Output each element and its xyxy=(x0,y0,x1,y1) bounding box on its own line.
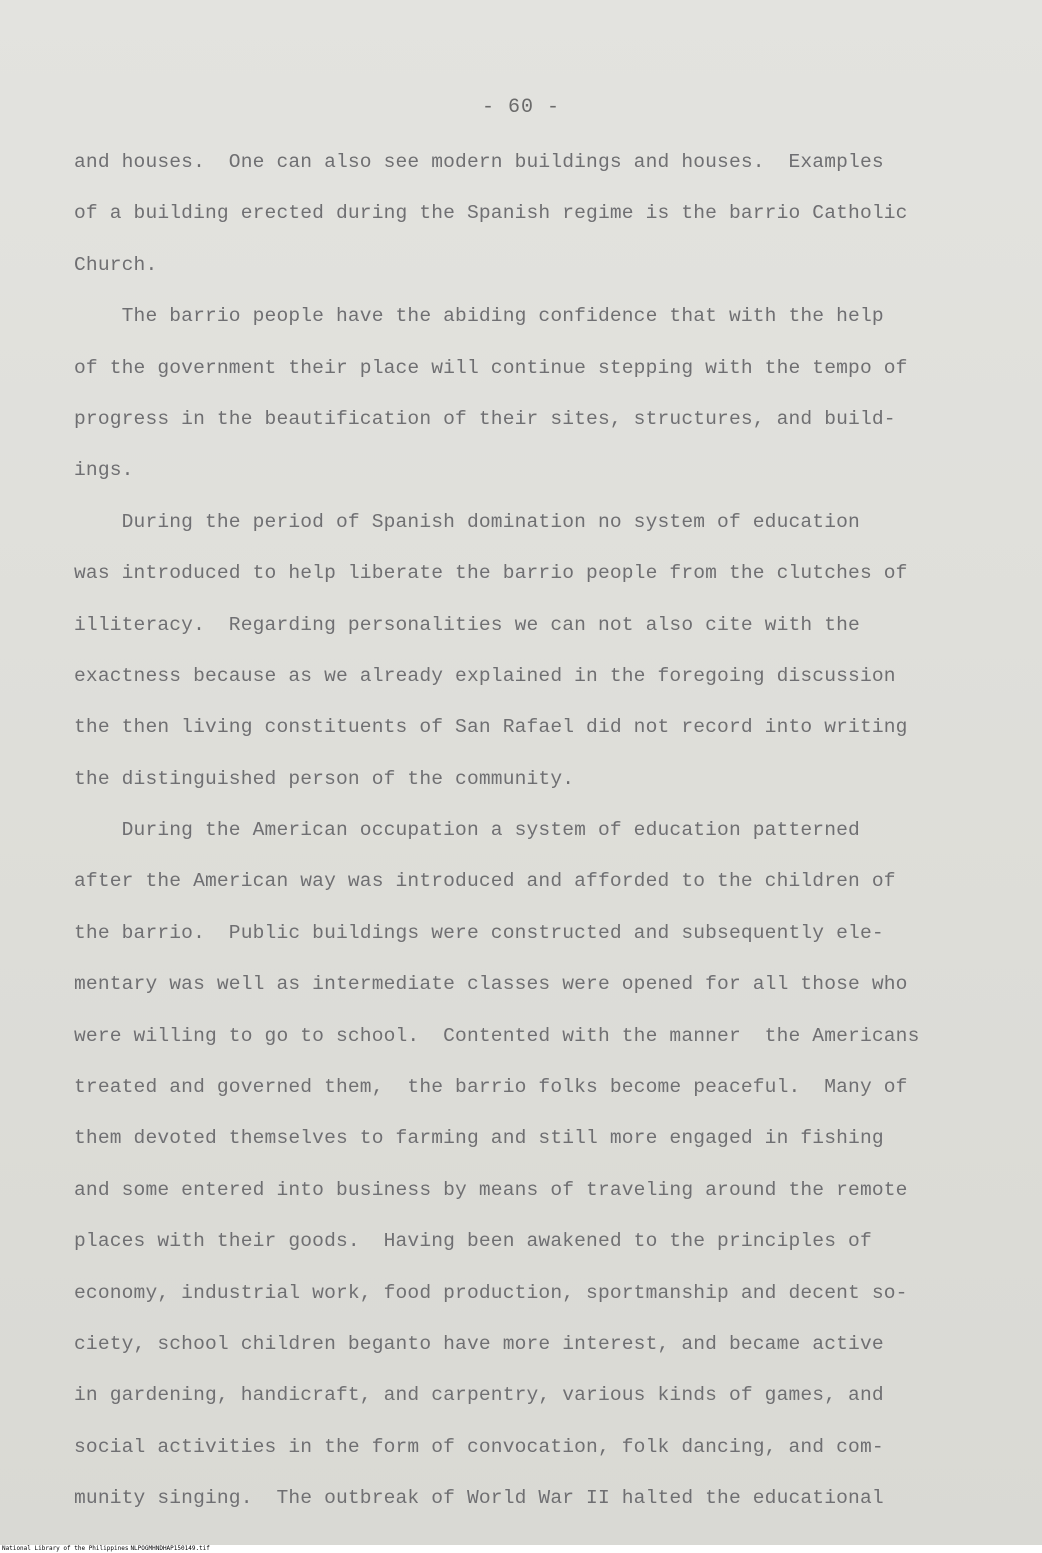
text-line: mentary was well as intermediate classes were opened for all those who xyxy=(74,973,908,996)
text-line: and some entered into business by means of traveling around the remote xyxy=(74,1178,908,1201)
text-line: economy, industrial work, food production, sportmanship and decent so- xyxy=(74,1281,908,1304)
text-line: was introduced to help liberate the barrio people from the clutches of xyxy=(74,562,908,585)
text-line: places with their goods. Having been awakened to the principles of xyxy=(74,1230,872,1253)
page-number: - 60 - xyxy=(481,96,560,119)
text-line: Church. xyxy=(74,253,158,276)
text-line: them devoted themselves to farming and still more engaged in fishing xyxy=(74,1127,884,1150)
text-line: social activities in the form of convocation, folk dancing, and com- xyxy=(74,1435,884,1458)
body-text xyxy=(74,146,974,1534)
text-line: the barrio. Public buildings were constructed and subsequently ele- xyxy=(74,921,884,944)
text-line: progress in the beautification of their sites, structures, and build- xyxy=(74,407,896,430)
text-line: after the American way was introduced and afforded to the children of xyxy=(74,870,896,893)
text-line: During the American occupation a system of education patterned xyxy=(74,819,860,842)
text-line: During the period of Spanish domination no system of education xyxy=(74,510,860,533)
text-line: in gardening, handicraft, and carpentry, various kinds of games, and xyxy=(74,1384,884,1407)
text-line: treated and governed them, the barrio folks become peaceful. Many of xyxy=(74,1076,908,1099)
text-line: illiteracy. Regarding personalities we can not also cite with the xyxy=(74,613,860,636)
text-line: were willing to go to school. Contented with the manner the Americans xyxy=(74,1024,920,1047)
text-line: of the government their place will continue stepping with the tempo of xyxy=(74,356,908,379)
text-line: ings. xyxy=(74,459,134,482)
text-line: munity singing. The outbreak of World War II halted the educational xyxy=(74,1487,884,1510)
text-line: exactness because as we already explained in the foregoing discussion xyxy=(74,664,896,687)
footer-institution: National Library of the Philippines xyxy=(2,1545,129,1552)
text-line: The barrio people have the abiding confidence that with the help xyxy=(74,305,884,328)
scan-footer xyxy=(0,1545,1042,1553)
text-line: the distinguished person of the community. xyxy=(74,767,575,790)
footer-file-id: NLPOGMHNDHAP150149.tif xyxy=(130,1545,210,1552)
text-line: and houses. One can also see modern buildings and houses. Examples xyxy=(74,151,884,173)
text-line: of a building erected during the Spanish regime is the barrio Catholic xyxy=(74,202,908,225)
text-line: ciety, school children beganto have more interest, and became active xyxy=(74,1332,884,1355)
text-line: the then living constituents of San Rafael did not record into writing xyxy=(74,716,908,739)
